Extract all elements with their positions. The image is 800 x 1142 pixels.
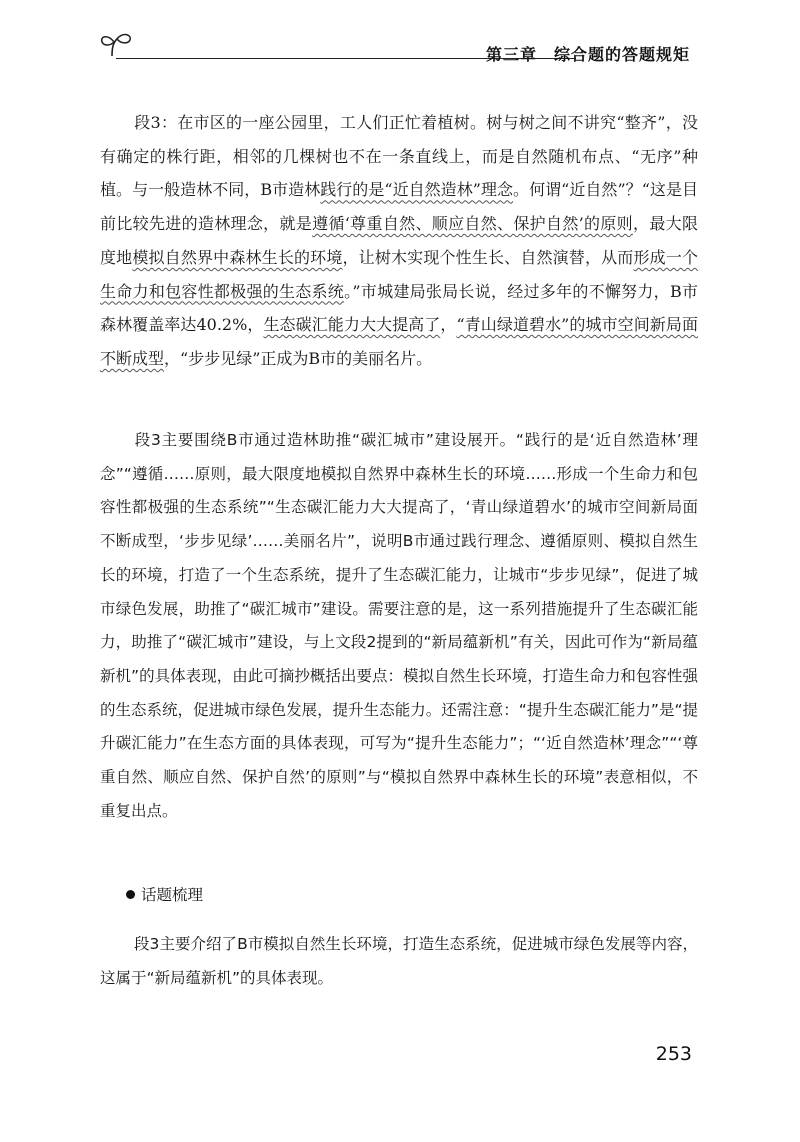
passage-text: ，最大限度地 <box>100 214 698 267</box>
underlined-phrase: 模拟自然界中森林生长的环境 <box>132 247 343 267</box>
passage-text: 段3：在市区的一座公园里，工人们正忙着植树。树与树之间不讲究“整齐”，没有确定的株行距，相邻的几棵树也不在一条直线上，而是自然随机布点、“无序”种植。与一般造林不同，B市造林 <box>100 113 698 200</box>
analysis-text: 段3主要围绕B市通过造林助推“碳汇城市”建设展开。“践行的是‘近自然造林’理念”“遵循……原则，最大限度地模拟自然界中森林生长的环境……形成一个生命力和包容性都极强的生态系统”“生态碳汇能力大大提高了，‘青山绿道碧水’的城市空间新局面不断成型，‘步步见绿’……美丽名片”，说明B市通过践行理念、遵循原则、模拟自然生长的环境，打造了一个生态系统，提升了生态碳汇能力，让城市“步步见绿”，促进了城市绿色发展，助推了“碳汇城市”建设。需要注意的是，这一系列措施提升了生态碳汇能力，助推了“碳汇城市”建设，与上文段2提到的“新局蕴新机”有关，因此可作为“新局蕴新机”的具体表现，由此可摘抄概括出要点：模拟自然生长环境，打造生命力和包容性强的生态系统，促进城市绿色发展，提升生态能力。还需注意：“提升生态碳汇能力”是“提升碳汇能力”在生态方面的具体表现，可写为“提升生态能力”；“‘近自然造林’理念”“‘尊重自然、顺应自然、保护自然’的原则”与“模拟自然界中森林生长的环境”表意相似，不重复出点。 <box>100 431 698 820</box>
underlined-phrase: 生态碳汇能力大大提高了 <box>263 315 441 335</box>
passage-text: ，“步步见绿”正成为B市的美丽名片。 <box>164 348 433 368</box>
underlined-phrase: “青山绿道碧水”的城市空间新局面不断成型 <box>100 315 698 368</box>
passage-text: 。”市城建局张局长说，经过多年的不懈努力，B市森林覆盖率达40.2%， <box>100 281 698 335</box>
passage-text: 。何谓“近自然”？“这是目前比较先进的造林理念，就是 <box>100 180 698 234</box>
chapter-title: 第三章 综合题的答题规矩 <box>485 45 690 64</box>
summary-text: 段3主要介绍了B市模拟自然生长环境，打造生态系统，促进城市绿色发展等内容，这属于“新局蕴新机”的具体表现。 <box>100 935 698 987</box>
passage-text: ， <box>440 315 457 335</box>
underlined-phrase: 遵循‘尊重自然、顺应自然、保护自然’的原则 <box>312 214 633 234</box>
underlined-phrase: 践行的是“近自然造林”理念 <box>320 180 514 200</box>
topic-heading <box>126 883 203 905</box>
passage-text: ，让树木实现个性生长、自然演替，从而 <box>342 247 634 267</box>
analysis-paragraph <box>100 424 698 828</box>
page-number: 253 <box>655 1043 692 1065</box>
passage-paragraph <box>100 106 698 376</box>
bullet-dot-icon <box>126 890 135 899</box>
sprout-icon <box>98 30 138 60</box>
summary-paragraph <box>100 928 698 995</box>
topic-heading-label: 话题梳理 <box>141 886 204 904</box>
underlined-phrase: 形成一个生命力和包容性都极强的生态系统 <box>100 247 698 301</box>
page-header <box>90 30 690 70</box>
